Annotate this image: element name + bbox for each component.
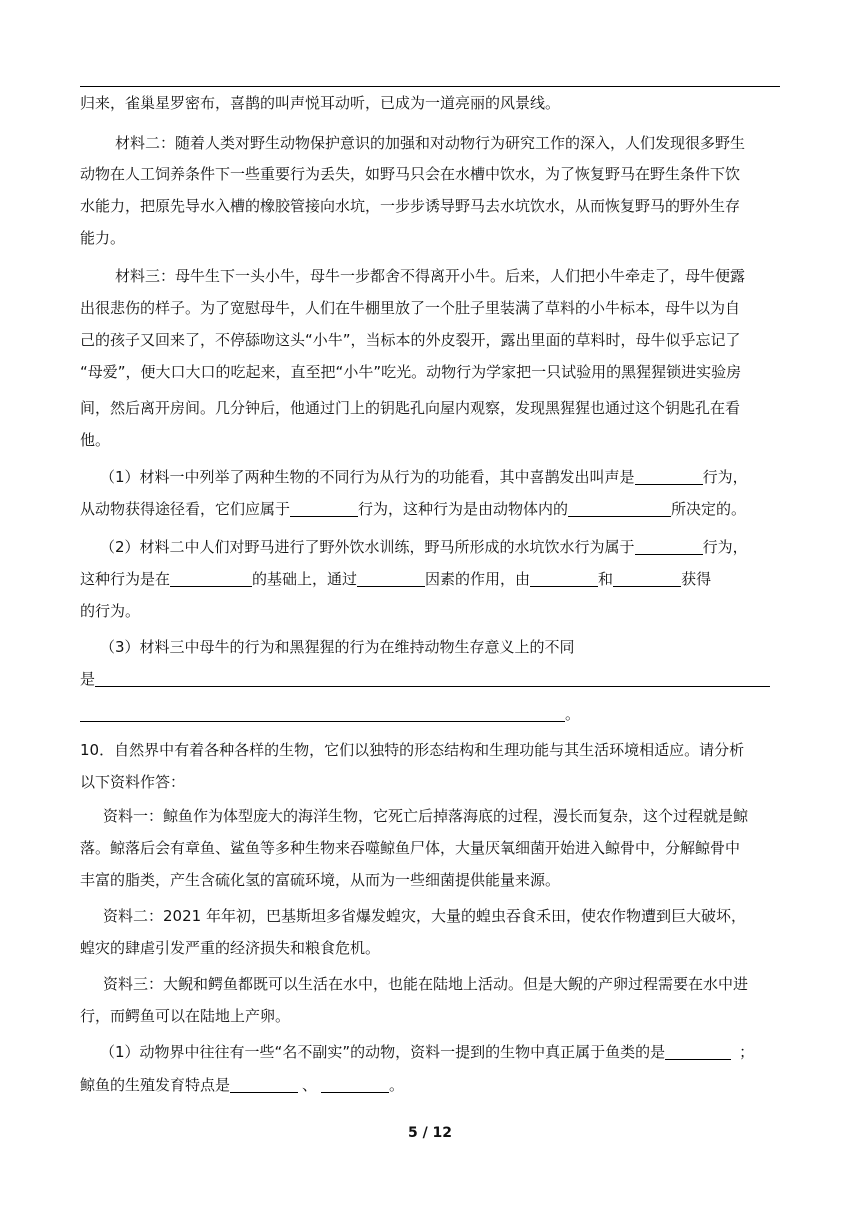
answer-blank[interactable] [95,670,770,687]
text-line: 他。 [80,431,111,449]
question-text: 所决定的。 [671,500,747,518]
answer-blank[interactable] [321,1076,389,1093]
question-text: 的基础上，通过 [252,570,358,588]
answer-blank[interactable] [635,538,703,555]
question-text: 这种行为是在 [80,570,171,588]
question-text: 从动物获得途径看，它们应属于 [80,500,291,518]
text-line: 材料三：母牛生下一头小牛，母牛一步都舍不得离开小牛。后来，人们把小牛牵走了，母牛便露 [115,267,746,285]
resource-text: 资料三：大鲵和鳄鱼都既可以生活在水中，也能在陆地上活动。但是大鲵的产卵过程需要在水中进 [103,975,749,993]
resource-text: 资料一：鲸鱼作为体型庞大的海洋生物，它死亡后掉落海底的过程，漫长而复杂，这个过程就是鲸 [103,807,749,825]
question-text: （1）动物界中往往有一些“名不副实”的动物，资料一提到的生物中真正属于鱼类的是 [100,1043,666,1061]
question-text: 和 [598,570,614,588]
text-line: 归来，雀巢星罗密布，喜鹊的叫声悦耳动听，已成为一道亮丽的风景线。 [80,94,561,112]
text-line: 水能力，把原先导水入槽的橡胶管接向水坑，一步步诱导野马去水坑饮水，从而恢复野马的野外生存 [80,197,741,215]
subquestion-1-line [100,1042,780,1062]
resource-text: 行，而鳄鱼可以在陆地上产卵。 [80,1007,291,1025]
question-text: 因素的作用，由 [425,570,531,588]
question-2-line [80,569,780,589]
question-text: 行为，这种行为是由动物体内的 [358,500,569,518]
text-line: 出很悲伤的样子。为了宽慰母牛，人们在牛棚里放了一个肚子里装满了草料的小牛标本，母牛以为自 [80,299,741,317]
answer-blank[interactable] [635,468,703,485]
resource-text: 丰富的脂类，产生含硫化氢的富硫环境，从而为一些细菌提供能量来源。 [80,871,561,889]
question-2-line: 的行为。 [80,602,141,620]
answer-blank[interactable] [80,705,565,722]
question-3-line: （3）材料三中母牛的行为和黑猩猩的行为在维持动物生存意义上的不同 [100,638,575,656]
problem-10-stem: 10．自然界中有着各种各样的生物，它们以独特的形态结构和生理功能与其生活环境相适应。请分析 [80,741,745,759]
subquestion-1-line [80,1075,780,1095]
answer-blank[interactable] [170,570,252,587]
question-1-line [100,467,780,487]
question-text: （1）材料一中列举了两种生物的不同行为从行为的功能看，其中喜鹊发出叫声是 [100,468,635,486]
resource-text: 资料二：2021 年年初，巴基斯坦多省爆发蝗灾，大量的蝗虫吞食禾田，使农作物遭到巨大破坏， [103,907,746,925]
resource-text: 落。鲸落后会有章鱼、鲨鱼等多种生物来吞噬鲸鱼尸体，大量厌氧细菌开始进入鲸骨中，分解鲸骨中 [80,839,741,857]
page-number: 5 / 12 [407,1125,453,1141]
answer-blank[interactable] [230,1076,298,1093]
question-1-line [80,499,780,519]
question-text: 鲸鱼的生殖发育特点是 [80,1076,231,1094]
question-text: ； [739,1043,755,1061]
resource-text: 蝗灾的肆虐引发严重的经济损失和粮食危机。 [80,939,381,957]
question-2-line [100,537,780,557]
question-3-line [80,704,780,724]
question-3-line [80,669,780,689]
question-text: 是 [80,670,96,688]
answer-blank[interactable] [568,500,671,517]
question-text: 获得 [681,570,712,588]
answer-blank[interactable] [290,500,358,517]
answer-blank[interactable] [665,1043,731,1060]
question-text: 。 [565,705,581,723]
text-line: “母爱”，便大口大口的吃起来，直至把“小牛”吃光。动物行为学家把一只试验用的黑猩猩锁进实验房 [80,363,742,381]
text-line: 间，然后离开房间。几分钟后，他通过门上的钥匙孔向屋内观察，发现黑猩猩也通过这个钥匙孔在看 [80,399,741,417]
question-text: （2）材料二中人们对野马进行了野外饮水训练，野马所形成的水坑饮水行为属于 [100,538,635,556]
header-rule [80,86,780,87]
answer-blank[interactable] [613,570,681,587]
question-text: 、 [302,1076,318,1094]
text-line: 能力。 [80,229,126,247]
text-line: 己的孩子又回来了，不停舔吻这头“小牛”，当标本的外皮裂开，露出里面的草料时，母牛似乎忘记了 [80,331,741,349]
question-text: 行为， [702,468,748,486]
answer-blank[interactable] [530,570,598,587]
problem-10-stem: 以下资料作答： [80,773,186,791]
answer-blank[interactable] [357,570,425,587]
question-text: 。 [389,1076,405,1094]
text-line: 动物在人工饲养条件下一些重要行为丢失，如野马只会在水槽中饮水，为了恢复野马在野生条件下饮 [80,165,741,183]
text-line: 材料二：随着人类对野生动物保护意识的加强和对动物行为研究工作的深入，人们发现很多野生 [115,134,746,152]
question-text: 行为， [702,538,748,556]
